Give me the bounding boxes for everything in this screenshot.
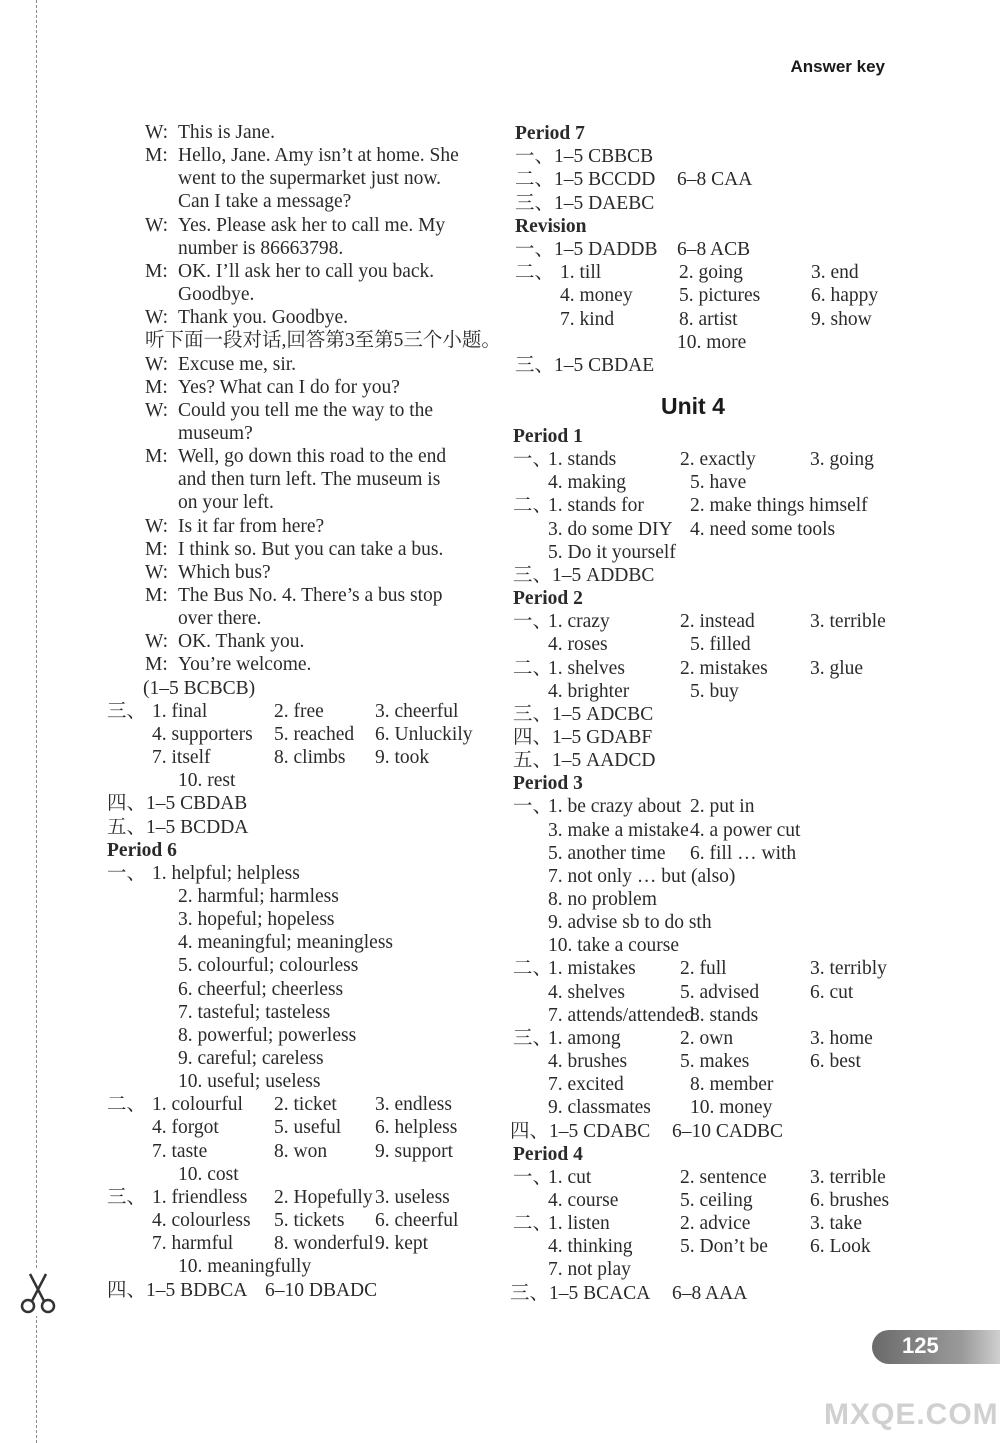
line-cell: 三、: [107, 700, 147, 722]
line-cell: 二、: [515, 262, 555, 284]
line-cell: 5. advised: [680, 981, 760, 1003]
line-cell: 4. roses: [548, 634, 608, 656]
line-cell: W:: [145, 353, 169, 375]
line-cell: 5. pictures: [679, 285, 761, 307]
line-cell: 3. useless: [375, 1186, 450, 1208]
line-text: 听下面一段对话,回答第3至第5三个小题。: [145, 330, 501, 352]
line-cell: 4. thinking: [548, 1236, 633, 1258]
line-cell: 三、: [513, 1027, 553, 1049]
section-heading: Period 3: [513, 773, 583, 795]
line-cell: 3. endless: [375, 1094, 452, 1116]
line-cell: 8. powerful; powerless: [178, 1024, 357, 1046]
line-text: 四、1–5 GDABF: [513, 726, 653, 748]
line-cell: 2. own: [680, 1027, 734, 1049]
line-cell: 2. exactly: [680, 449, 756, 471]
line-cell: M:: [145, 446, 168, 468]
line-cell: 4. need some tools: [690, 518, 836, 540]
line-cell: 2. going: [679, 262, 743, 284]
line-cell: 1. stands for: [548, 495, 644, 517]
line-cell: 1. final: [152, 700, 208, 722]
line-cell: W:: [145, 214, 169, 236]
line-cell: 3. terrible: [810, 611, 886, 633]
section-heading: Period 2: [513, 588, 583, 610]
line-cell: 6. cheerful; cheerless: [178, 978, 344, 1000]
line-cell: 4. money: [560, 285, 633, 307]
line-text: 三、1–5 ADCBC: [513, 703, 654, 725]
page-number-badge: [872, 1330, 1000, 1364]
line-cell: 二、: [513, 1213, 553, 1235]
line-cell: This is Jane.: [178, 122, 275, 143]
line-cell: 一、1–5 DADDB: [515, 239, 658, 260]
line-cell: 4. brushes: [548, 1051, 628, 1073]
line-cell: 2. mistakes: [680, 657, 768, 679]
line-cell: M:: [145, 376, 168, 398]
line-cell: 6–8 ACB: [677, 239, 751, 260]
line-cell: 6. cheerful: [375, 1210, 459, 1232]
line-cell: 7. itself: [152, 747, 211, 769]
line-cell: 4. supporters: [152, 723, 253, 745]
line-cell: 6. happy: [811, 285, 879, 307]
line-cell: W:: [145, 122, 169, 143]
line-cell: 8. member: [690, 1074, 774, 1096]
line-cell: 4. meaningful; meaningless: [178, 932, 393, 954]
line-cell: 6. fill … with: [690, 842, 797, 864]
section-heading: Revision: [515, 215, 587, 237]
line-cell: Goodbye.: [178, 284, 255, 306]
section-heading: Period 7: [515, 123, 585, 144]
line-cell: 9. kept: [375, 1233, 429, 1255]
line-cell: 三、: [107, 1186, 147, 1208]
line-cell: 二、: [513, 495, 553, 517]
line-cell: 1. crazy: [548, 611, 610, 633]
line-cell: museum?: [178, 422, 253, 444]
line-cell: 2. instead: [680, 611, 755, 633]
line-cell: W:: [145, 631, 169, 653]
line-cell: I think so. But you can take a bus.: [178, 538, 444, 560]
line-cell: 7. not only … but (also): [548, 865, 736, 887]
line-cell: 6. helpless: [375, 1117, 458, 1139]
line-cell: 四、1–5 CDABC: [510, 1120, 651, 1142]
line-text: 三、1–5 DAEBC: [515, 192, 655, 214]
line-cell: number is 86663798.: [178, 237, 344, 259]
line-cell: 6. Look: [810, 1236, 871, 1258]
line-cell: 1. mistakes: [548, 958, 636, 980]
line-cell: Well, go down this road to the end: [178, 446, 447, 468]
line-cell: over there.: [178, 608, 262, 630]
line-cell: 1. shelves: [548, 657, 625, 679]
line-cell: Yes. Please ask her to call me. My: [178, 214, 446, 236]
line-cell: 9. classmates: [548, 1097, 651, 1119]
line-cell: 7. taste: [152, 1140, 208, 1162]
line-cell: Is it far from here?: [178, 515, 325, 537]
line-cell: 5. tickets: [274, 1210, 345, 1232]
line-cell: W:: [145, 515, 169, 537]
line-cell: 一、: [513, 611, 553, 633]
unit-title: Unit 4: [661, 393, 725, 419]
line-cell: 2. advice: [680, 1213, 751, 1235]
line-text: 五、1–5 BCDDA: [107, 816, 249, 838]
line-cell: 10. money: [690, 1097, 773, 1119]
line-cell: 1. listen: [548, 1213, 610, 1235]
line-cell: 5. colourful; colourless: [178, 955, 359, 977]
line-cell: 1. helpful; helpless: [152, 862, 300, 884]
line-cell: 2. make things himself: [690, 495, 868, 517]
line-cell: M:: [145, 145, 168, 167]
line-cell: Hello, Jane. Amy isn’t at home. She: [178, 145, 459, 167]
line-cell: 5. filled: [690, 634, 751, 656]
line-cell: OK. Thank you.: [178, 631, 305, 653]
line-cell: 6. brushes: [810, 1189, 890, 1211]
line-cell: 7. kind: [560, 308, 615, 330]
line-cell: and then turn left. The museum is: [178, 469, 441, 491]
line-cell: 3. glue: [810, 657, 864, 679]
line-cell: M:: [145, 585, 168, 606]
line-cell: 6–8 CAA: [677, 169, 753, 191]
line-cell: 3. make a mistake: [548, 819, 689, 841]
line-cell: 4. shelves: [548, 981, 625, 1003]
line-cell: 6–8 AAA: [672, 1282, 748, 1304]
line-cell: 2. harmful; harmless: [178, 885, 339, 907]
line-cell: Excuse me, sir.: [178, 353, 297, 375]
line-cell: 2. ticket: [274, 1094, 337, 1116]
line-cell: 7. tasteful; tasteless: [178, 1001, 331, 1023]
line-cell: 1. cut: [548, 1166, 592, 1188]
line-cell: 4. course: [548, 1189, 619, 1211]
line-text: 三、1–5 ADDBC: [513, 564, 655, 586]
line-cell: Can I take a message?: [178, 191, 352, 213]
line-cell: 10. meaningfully: [178, 1256, 312, 1278]
section-heading: Period 4: [513, 1143, 583, 1165]
line-cell: 1. till: [560, 262, 602, 284]
line-cell: 6–10 DBADC: [265, 1279, 378, 1301]
line-cell: 7. excited: [548, 1074, 624, 1096]
line-text: 五、1–5 AADCD: [513, 750, 656, 772]
line-cell: 一、: [513, 449, 553, 471]
line-cell: 5. buy: [690, 680, 739, 702]
line-cell: You’re welcome.: [178, 654, 312, 676]
line-cell: 10. useful; useless: [178, 1071, 321, 1093]
line-cell: 10. rest: [178, 770, 236, 792]
line-cell: 一、: [513, 796, 553, 818]
line-cell: 1. colourful: [152, 1094, 243, 1116]
line-cell: 2. Hopefully: [274, 1186, 373, 1208]
cut-line: [36, 0, 37, 1443]
page-header: Answer key: [790, 57, 885, 76]
line-cell: 四、1–5 BDBCA: [107, 1279, 248, 1301]
line-cell: 3. home: [810, 1027, 873, 1049]
line-cell: 6. cut: [810, 981, 854, 1003]
line-cell: 3. do some DIY: [548, 518, 673, 540]
line-cell: 二、: [513, 657, 553, 679]
line-cell: M:: [145, 654, 168, 676]
line-text: 三、1–5 CBDAE: [515, 355, 655, 376]
line-cell: 8. climbs: [274, 747, 346, 769]
line-cell: 7. not play: [548, 1259, 631, 1281]
line-cell: 一、: [107, 862, 147, 884]
scissors-icon: [18, 1270, 58, 1316]
line-cell: 7. harmful: [152, 1233, 234, 1255]
line-cell: 10. more: [677, 331, 747, 353]
line-cell: Could you tell me the way to the: [178, 399, 434, 421]
line-cell: 9. show: [811, 308, 872, 330]
line-cell: 1. friendless: [152, 1186, 248, 1208]
line-cell: 10. take a course: [548, 935, 680, 957]
section-heading: Period 6: [107, 839, 177, 861]
line-cell: 3. hopeful; hopeless: [178, 909, 335, 931]
line-cell: Yes? What can I do for you?: [178, 376, 400, 398]
line-cell: 5. another time: [548, 842, 666, 864]
line-cell: 9. support: [375, 1140, 453, 1162]
line-cell: Thank you. Goodbye.: [178, 307, 349, 329]
line-cell: 6–10 CADBC: [672, 1120, 784, 1142]
line-cell: 三、1–5 BCACA: [510, 1282, 651, 1304]
line-cell: 3. terribly: [810, 958, 887, 980]
section-heading: Period 1: [513, 426, 583, 447]
line-cell: OK. I’ll ask her to call you back.: [178, 260, 435, 282]
line-text: 四、1–5 CBDAB: [107, 793, 248, 815]
line-cell: 8. stands: [690, 1004, 759, 1026]
line-cell: 二、1–5 BCCDD: [515, 169, 656, 191]
line-cell: 7. attends/attended: [548, 1004, 695, 1026]
line-cell: The Bus No. 4. There’s a bus stop: [178, 585, 443, 606]
line-cell: W:: [145, 561, 169, 583]
line-cell: 5. useful: [274, 1117, 342, 1139]
line-cell: 2. sentence: [680, 1166, 767, 1188]
line-cell: 2. put in: [690, 796, 755, 818]
line-cell: 8. no problem: [548, 889, 657, 910]
line-cell: 1. stands: [548, 449, 617, 471]
line-cell: 一、: [513, 1166, 553, 1188]
line-cell: 9. advise sb to do sth: [548, 912, 712, 934]
line-cell: M:: [145, 260, 168, 282]
line-cell: 4. forgot: [152, 1117, 219, 1139]
line-cell: 5. have: [690, 472, 747, 494]
line-cell: W:: [145, 399, 169, 421]
line-cell: 6. Unluckily: [375, 723, 473, 745]
line-cell: 1. among: [548, 1027, 621, 1049]
line-cell: 4. making: [548, 472, 626, 494]
line-cell: 4. colourless: [152, 1210, 251, 1232]
page-number: 125: [902, 1333, 939, 1358]
line-cell: 5. reached: [274, 723, 355, 745]
line-cell: on your left.: [178, 492, 274, 514]
line-cell: 8. won: [274, 1140, 328, 1162]
line-cell: 9. careful; careless: [178, 1048, 324, 1069]
line-cell: 3. going: [810, 449, 874, 471]
line-cell: Which bus?: [178, 561, 271, 583]
line-cell: 3. take: [810, 1213, 862, 1235]
line-cell: W:: [145, 307, 169, 329]
line-cell: 2. full: [680, 958, 727, 980]
line-cell: 9. took: [375, 747, 430, 769]
line-cell: 5. Don’t be: [680, 1236, 768, 1258]
watermark: MXQE.COM: [824, 1398, 999, 1431]
line-cell: 4. a power cut: [690, 819, 801, 841]
line-text: (1–5 BCBCB): [143, 677, 256, 699]
line-cell: 4. brighter: [548, 680, 630, 702]
line-cell: 5. Do it yourself: [548, 541, 676, 563]
line-cell: 二、: [107, 1094, 147, 1116]
line-cell: 3. terrible: [810, 1166, 886, 1188]
line-cell: 10. cost: [178, 1163, 239, 1185]
line-cell: 二、: [513, 958, 553, 980]
line-cell: M:: [145, 538, 168, 560]
line-cell: went to the supermarket just now.: [178, 168, 442, 190]
line-cell: 3. cheerful: [375, 700, 459, 722]
line-cell: 2. free: [274, 700, 324, 722]
line-cell: 5. ceiling: [680, 1189, 753, 1211]
line-cell: 8. artist: [679, 308, 738, 330]
line-cell: 6. best: [810, 1051, 861, 1073]
line-cell: 8. wonderful: [274, 1233, 374, 1255]
line-cell: 5. makes: [680, 1051, 750, 1073]
line-cell: 1. be crazy about: [548, 796, 682, 818]
line-cell: 3. end: [811, 262, 859, 284]
line-text: 一、1–5 CBBCB: [515, 146, 654, 168]
